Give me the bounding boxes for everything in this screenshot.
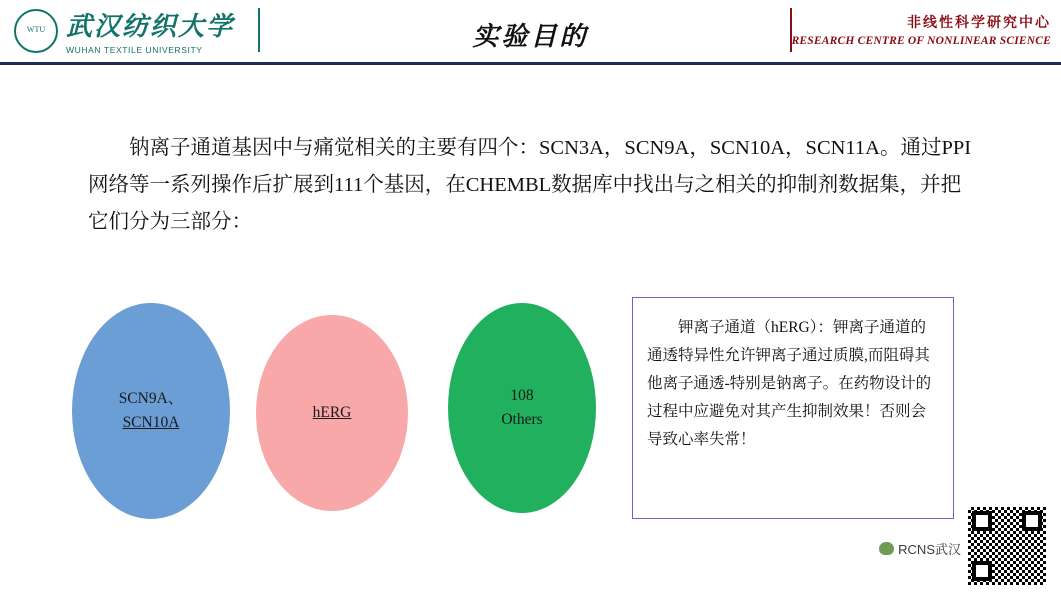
ellipse-scn-line2: SCN10A <box>122 414 180 431</box>
ellipse-scn-line1: SCN9A、 <box>118 390 184 407</box>
qr-finder-bottom-left <box>972 561 992 581</box>
header-rule <box>0 62 1061 65</box>
body-paragraph: 钠离子通道基因中与痛觉相关的主要有四个：SCN3A，SCN9A，SCN10A，SCN11A。通过PPI网络等一系列操作后扩展到111个基因，在CHEMBL数据库中找出与之相关的抑制剂数据集，并把它们分为三部分： <box>88 137 972 233</box>
qr-finder-top-right <box>1022 511 1042 531</box>
wechat-account-tag <box>879 539 961 558</box>
research-center-name-en: RESEARCH CENTRE OF NONLINEAR SCIENCE <box>791 35 1051 47</box>
qr-code[interactable] <box>965 504 1049 588</box>
ellipse-herg <box>256 315 408 511</box>
note-box <box>632 297 954 519</box>
research-center-name-cn: 非线性科学研究中心 <box>907 16 1051 31</box>
ellipse-herg-label: hERG <box>312 404 352 421</box>
qr-finder-top-left <box>972 511 992 531</box>
page-title: 实验目的 <box>472 22 589 51</box>
ellipse-others-label: Others <box>501 411 543 428</box>
note-text: 钾离子通道（hERG）：钾离子通道的通透特异性允许钾离子通过质膜,而阻碍其他离子通透-特别是钠离子。在药物设计的过程中应避免对其产生抑制效果！否则会导致心率失常！ <box>647 319 932 448</box>
ellipse-sodium-channels <box>72 303 230 519</box>
university-seal-icon: WTU <box>14 9 58 53</box>
slide-header <box>0 0 1061 62</box>
research-center-branding <box>792 12 1051 47</box>
wechat-account-label: RCNS武汉 <box>898 542 961 557</box>
university-name-cn: 武汉纺织大学 <box>66 12 235 41</box>
ellipse-others <box>448 303 596 513</box>
university-name-en: WUHAN TEXTILE UNIVERSITY <box>66 45 203 55</box>
wechat-icon <box>879 542 894 555</box>
ellipse-others-count: 108 <box>510 387 534 404</box>
